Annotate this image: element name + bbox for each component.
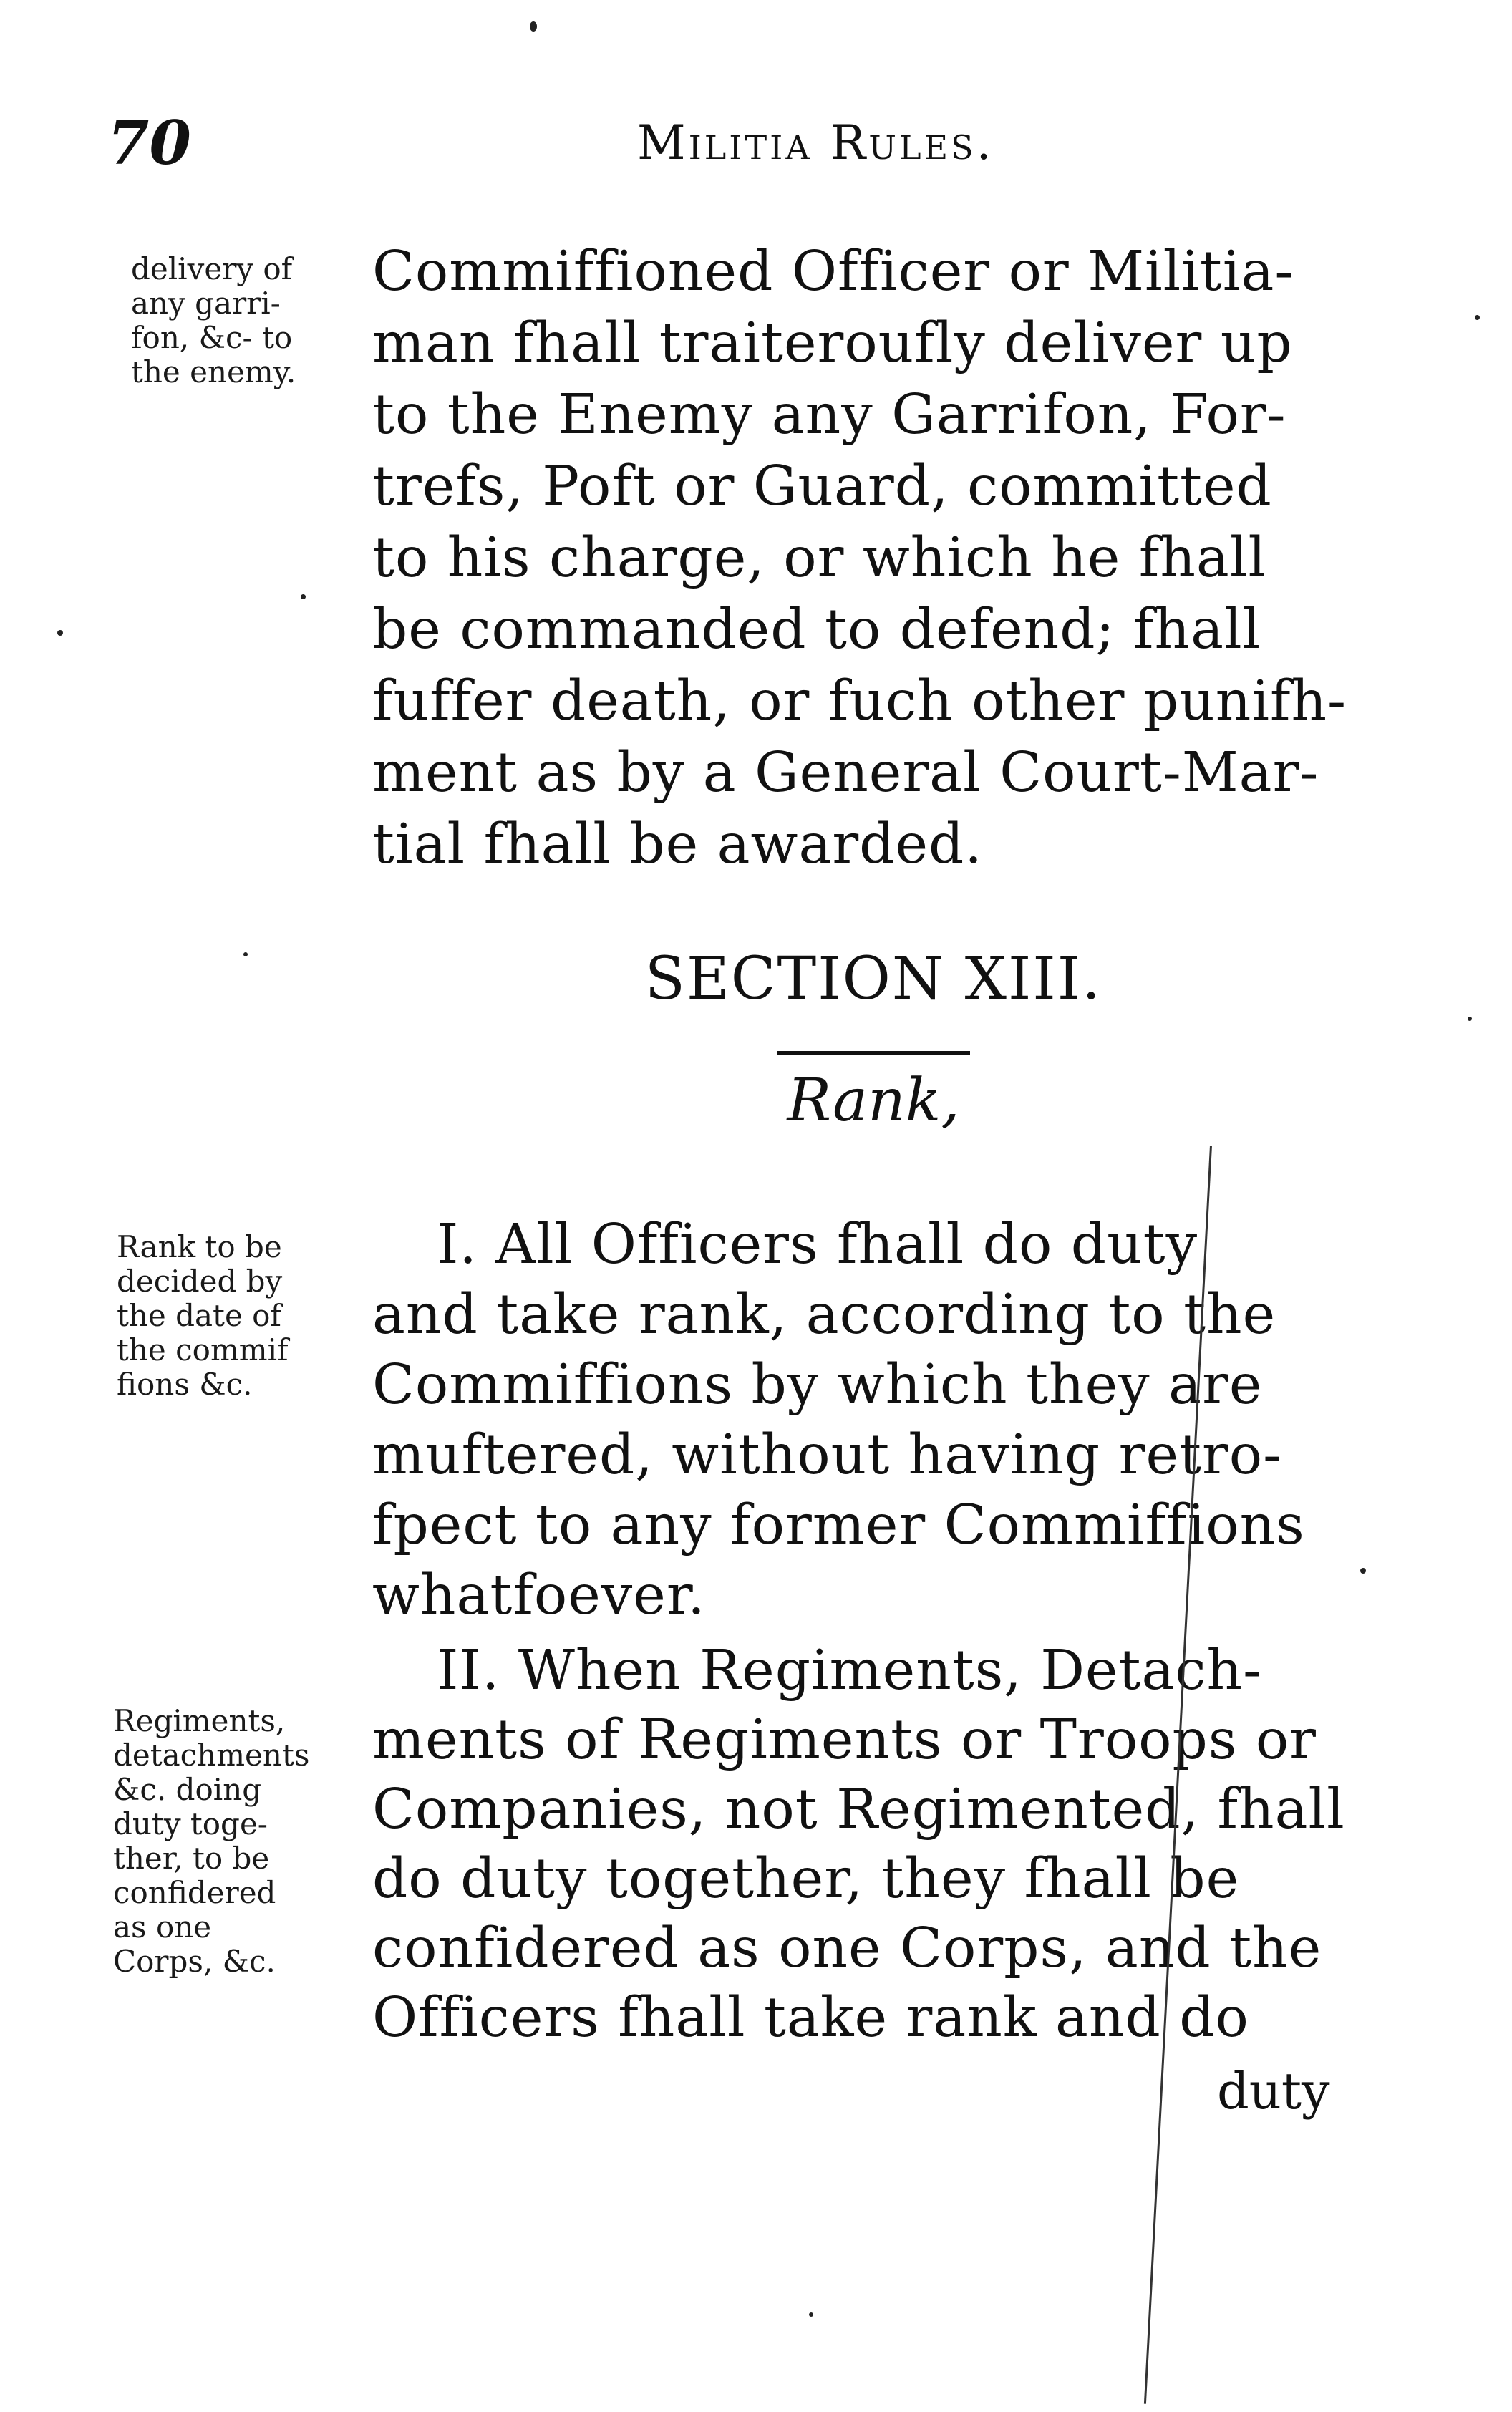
sidenote-regiments-as-one-corps (113, 1704, 309, 1979)
text-line: muftered, without having retro- (372, 1423, 1283, 1487)
text-line: confidered as one Corps, and the (372, 1917, 1322, 1980)
text-line: ments of Regiments or Troops or (372, 1708, 1317, 1772)
scan-speck (1475, 315, 1480, 320)
paragraph-article-1 (372, 1210, 1375, 1631)
sidenote-line: fon, &c- to (131, 320, 293, 355)
sidenote-line: confidered (113, 1875, 276, 1910)
sidenote-line: any garri- (131, 286, 281, 321)
scan-speck (530, 21, 537, 32)
sidenote-line: decided by (117, 1264, 283, 1299)
scan-speck (1468, 1017, 1472, 1021)
running-head: Militia Rules. (637, 115, 994, 170)
text-line: be commanded to defend; fhall (372, 598, 1261, 662)
text-line: fuffer death, or fuch other punifh- (372, 669, 1347, 733)
scan-speck (1360, 1568, 1366, 1574)
page-number: 70 (107, 107, 191, 178)
sidenote-line: as one (113, 1909, 212, 1944)
sidenote-line: the date of (117, 1298, 281, 1333)
sidenote-line: the commif (117, 1332, 289, 1367)
sidenote-line: the enemy. (131, 354, 296, 389)
text-line: fpect to any former Commiffions (372, 1493, 1305, 1557)
text-line: I. All Officers fhall do duty (437, 1213, 1198, 1277)
sidenote-delivery-of-garrison (131, 252, 296, 389)
sidenote-line: ther, to be (113, 1841, 270, 1876)
paragraph-article-2 (372, 1636, 1375, 2053)
text-line: II. When Regiments, Detach- (437, 1639, 1263, 1703)
sidenote-line: Regiments, (113, 1703, 286, 1738)
paragraph-article-end (372, 236, 1375, 881)
text-line: do duty together, they fhall be (372, 1847, 1240, 1911)
page-header (107, 104, 1367, 183)
text-line: ment as by a General Court-Mar- (372, 741, 1319, 805)
sidenote-line: delivery of (131, 251, 293, 286)
section-heading: SECTION XIII. (644, 945, 1102, 1013)
sidenote-line: Corps, &c. (113, 1944, 276, 1979)
text-line: trefs, Poft or Guard, committed (372, 455, 1272, 518)
heading-rule (777, 1051, 970, 1055)
scan-speck (809, 2312, 813, 2317)
scan-speck (57, 630, 63, 636)
sidenote-line: fions &c. (117, 1367, 253, 1402)
sidenote-line: Rank to be (117, 1229, 282, 1264)
sidenote-line: &c. doing (113, 1772, 262, 1807)
scan-speck (243, 952, 248, 956)
text-line: to his charge, or which he fhall (372, 526, 1267, 590)
sidenote-line: duty toge- (113, 1806, 268, 1841)
sidenote-rank-decided (117, 1230, 289, 1402)
text-line: Companies, not Regimented, fhall (372, 1778, 1345, 1841)
text-line: Commiffioned Officer or Militia- (372, 240, 1294, 304)
text-line: Commiffions by which they are (372, 1353, 1263, 1417)
catchword: duty (1217, 2062, 1330, 2121)
text-line: whatfoever. (372, 1564, 706, 1627)
section-subheading: Rank, (787, 1067, 960, 1135)
sidenote-line: detachments (113, 1738, 310, 1773)
text-line: and take rank, according to the (372, 1283, 1276, 1347)
text-line: Officers fhall take rank and do (372, 1986, 1249, 2050)
text-line: man fhall traiteroufly deliver up (372, 311, 1293, 375)
scan-speck (301, 594, 306, 599)
text-line: to the Enemy any Garrifon, For- (372, 383, 1286, 447)
text-line: tial fhall be awarded. (372, 813, 983, 876)
